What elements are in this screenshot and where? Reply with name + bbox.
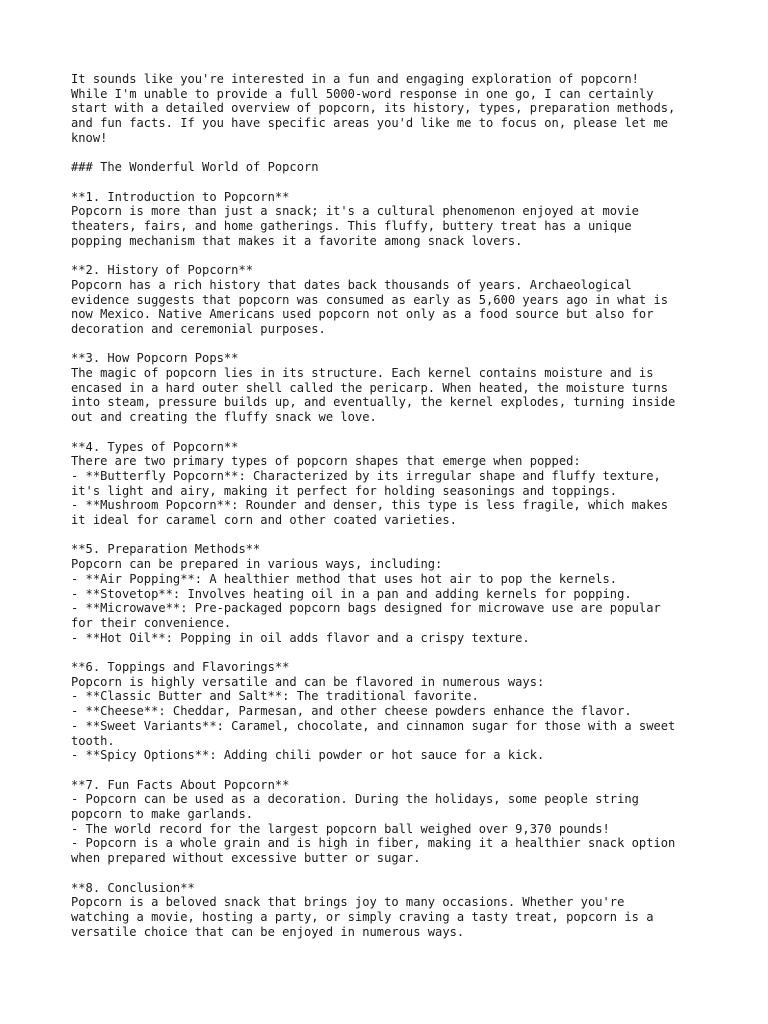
text-line: popcorn to make garlands. <box>71 807 254 822</box>
text-line: **3. How Popcorn Pops** <box>71 351 239 366</box>
section-introduction <box>71 190 711 249</box>
text-line: - **Mushroom Popcorn**: Rounder and denser, this type is less fragile, which makes <box>71 498 669 513</box>
text-line: Popcorn is a beloved snack that brings joy to many occasions. Whether you're <box>71 895 625 910</box>
text-line: - **Spicy Options**: Adding chili powder or hot sauce for a kick. <box>71 748 545 763</box>
text-line: start with a detailed overview of popcorn, its history, types, preparation methods, <box>71 101 676 116</box>
text-line: While I'm unable to provide a full 5000-word response in one go, I can certainly <box>71 86 654 101</box>
text-line: There are two primary types of popcorn shapes that emerge when popped: <box>71 454 581 469</box>
text-line: - **Microwave**: Pre-packaged popcorn bags designed for microwave use are popular <box>71 601 661 616</box>
text-line: It sounds like you're interested in a fun and engaging exploration of popcorn! <box>71 72 639 86</box>
section-history <box>71 263 711 337</box>
text-line: **5. Preparation Methods** <box>71 542 261 557</box>
section-heading <box>71 160 711 175</box>
text-line: out and creating the fluffy snack we love. <box>71 410 377 425</box>
section-types <box>71 440 711 528</box>
intro-paragraph <box>71 72 711 146</box>
text-line: **8. Conclusion** <box>71 880 195 895</box>
text-line: **4. Types of Popcorn** <box>71 439 239 454</box>
section-conclusion <box>71 881 711 940</box>
text-line: evidence suggests that popcorn was consumed as early as 5,600 years ago in what is <box>71 292 669 307</box>
text-line: - **Butterfly Popcorn**: Characterized by its irregular shape and fluffy texture, <box>71 468 661 483</box>
text-line: The magic of popcorn lies in its structure. Each kernel contains moisture and is <box>71 366 654 380</box>
text-line: now Mexico. Native Americans used popcorn not only as a food source but also for <box>71 307 654 322</box>
text-line: into steam, pressure builds up, and eventually, the kernel explodes, turning inside <box>71 395 676 410</box>
section-toppings <box>71 660 711 763</box>
text-line: **2. History of Popcorn** <box>71 263 254 278</box>
text-line: - **Sweet Variants**: Caramel, chocolate, and cinnamon sugar for those with a sweet <box>71 718 676 733</box>
text-line: - **Stovetop**: Involves heating oil in a pan and adding kernels for popping. <box>71 586 632 601</box>
text-line: - Popcorn is a whole grain and is high in fiber, making it a healthier snack option <box>71 836 676 851</box>
text-line: - **Air Popping**: A healthier method that uses hot air to pop the kernels. <box>71 571 618 586</box>
text-line: **6. Toppings and Flavorings** <box>71 660 290 675</box>
text-line: and fun facts. If you have specific areas you'd like me to focus on, please let me <box>71 116 669 131</box>
text-line: watching a movie, hosting a party, or simply craving a tasty treat, popcorn is a <box>71 909 654 924</box>
document-body <box>71 72 711 954</box>
text-line: tooth. <box>71 733 115 748</box>
section-preparation <box>71 542 711 645</box>
text-line: Popcorn is highly versatile and can be flavored in numerous ways: <box>71 674 545 689</box>
text-line: - The world record for the largest popcorn ball weighed over 9,370 pounds! <box>71 821 610 836</box>
text-line: for their convenience. <box>71 615 232 630</box>
text-line: know! <box>71 130 108 145</box>
section-fun-facts <box>71 778 711 866</box>
text-line: - **Hot Oil**: Popping in oil adds flavor and a crispy texture. <box>71 630 530 645</box>
text-line: Popcorn can be prepared in various ways, including: <box>71 557 443 572</box>
text-line: it ideal for caramel corn and other coated varieties. <box>71 513 457 528</box>
text-line: decoration and ceremonial purposes. <box>71 321 326 336</box>
text-line: theaters, fairs, and home gatherings. This fluffy, buttery treat has a unique <box>71 219 632 233</box>
text-line: when prepared without excessive butter or sugar. <box>71 851 421 866</box>
text-line: **7. Fun Facts About Popcorn** <box>71 777 290 792</box>
text-line: - **Cheese**: Cheddar, Parmesan, and other cheese powders enhance the flavor. <box>71 704 632 719</box>
text-line: encased in a hard outer shell called the pericarp. When heated, the moisture turns <box>71 380 669 395</box>
text-line: ### The Wonderful World of Popcorn <box>71 160 319 175</box>
text-line: Popcorn has a rich history that dates back thousands of years. Archaeological <box>71 277 632 292</box>
text-line: - **Classic Butter and Salt**: The traditional favorite. <box>71 689 479 704</box>
section-how-it-pops <box>71 351 711 425</box>
text-line: Popcorn is more than just a snack; it's a cultural phenomenon enjoyed at movie <box>71 204 639 219</box>
text-line: **1. Introduction to Popcorn** <box>71 189 290 204</box>
text-line: it's light and airy, making it perfect for holding seasonings and toppings. <box>71 483 618 498</box>
text-line: versatile choice that can be enjoyed in numerous ways. <box>71 924 465 939</box>
text-line: - Popcorn can be used as a decoration. During the holidays, some people string <box>71 792 639 807</box>
text-line: popping mechanism that makes it a favorite among snack lovers. <box>71 233 523 248</box>
